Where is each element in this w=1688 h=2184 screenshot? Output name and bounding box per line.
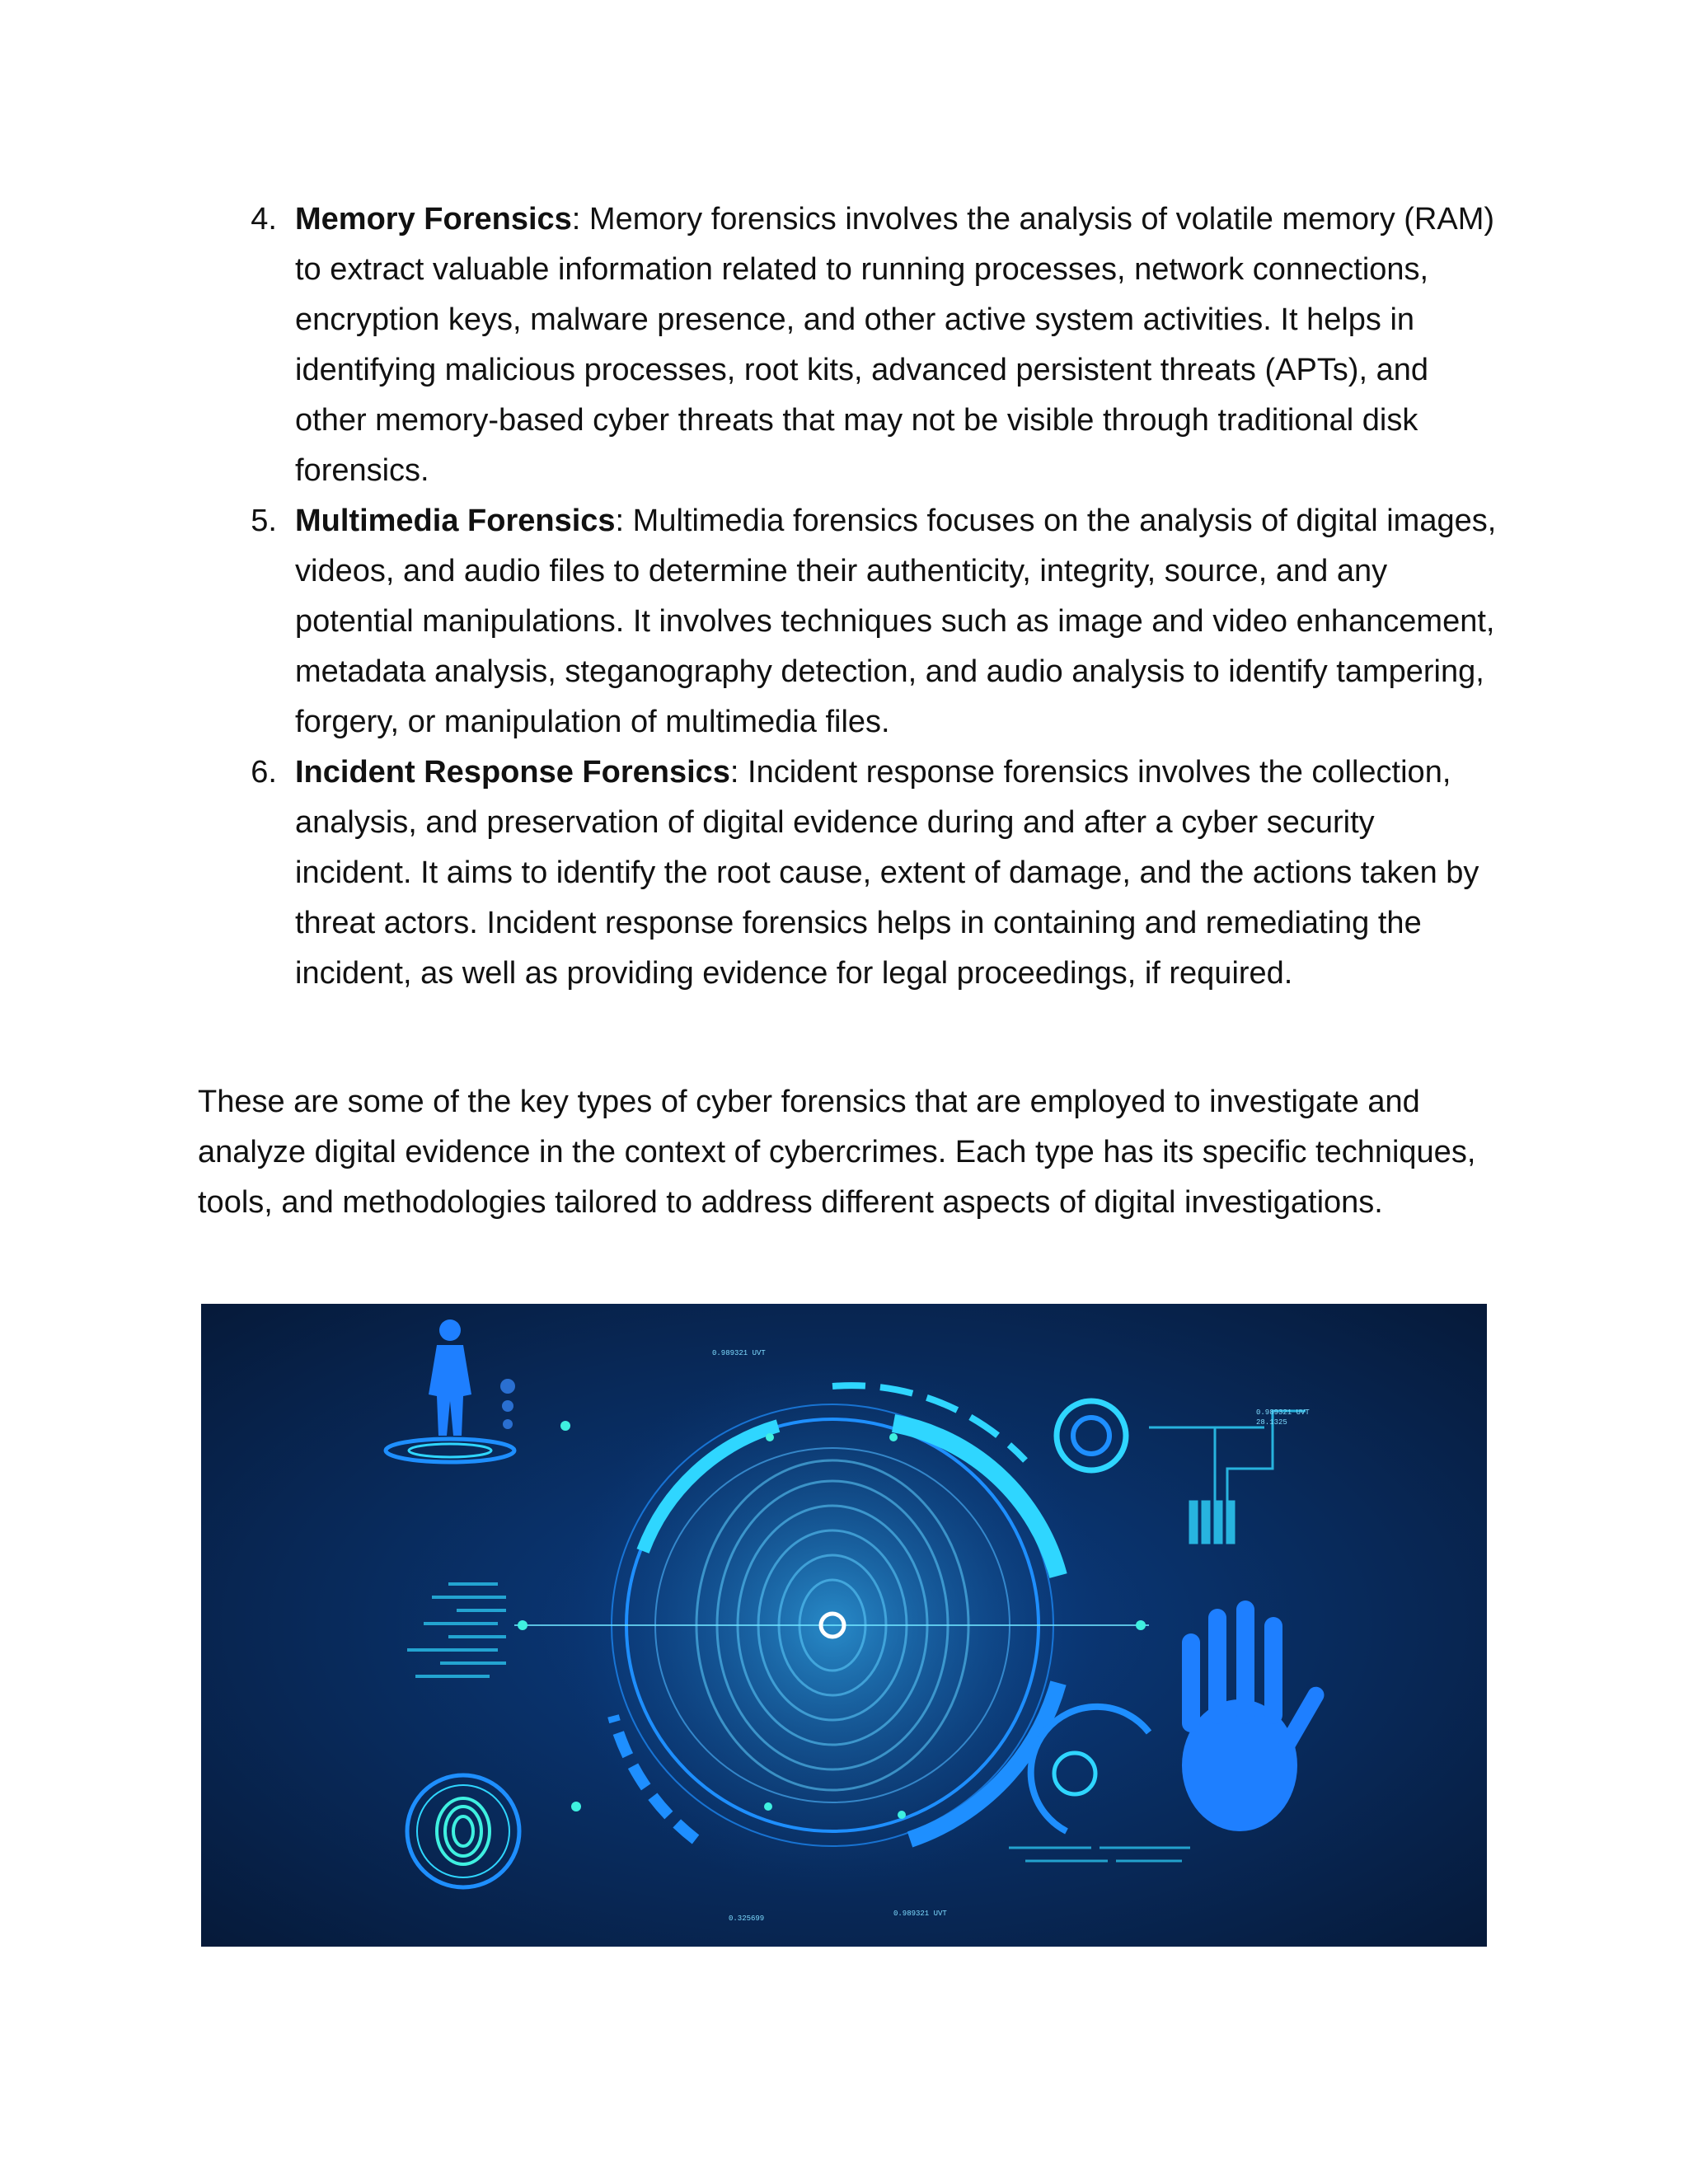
tech-label: 0.325699: [729, 1915, 765, 1923]
list-number: 6.: [251, 755, 277, 790]
list-description: : Multimedia forensics focuses on the analysis of digital images, videos, and audio files to determine their authenticity, integrity, source, and any potential manipulations. It involves techniques such as image and video enhancement, metadata analysis, steganography detection, and audio analysis to identify tampering, forgery, or manipulation of multimedia files.: [295, 504, 1497, 739]
tech-label: 0.989321 UVT: [1256, 1408, 1310, 1417]
forensics-types-list: [196, 194, 1498, 999]
tech-label: 28.1325: [1256, 1418, 1287, 1427]
list-item-text: [295, 496, 1498, 748]
tech-label: 0.989321 UVT: [712, 1349, 766, 1357]
list-term: Multimedia Forensics: [295, 504, 616, 538]
tech-label: 0.989321 UVT: [893, 1910, 947, 1918]
list-description: : Memory forensics involves the analysis of volatile memory (RAM) to extract valuable information related to running processes, network connections, encryption keys, malware presence, and other active system activities. It helps in identifying malicious processes, root kits, advanced persistent threats (APTs), and other memory-based cyber threats that may not be visible through traditional disk forensics.: [295, 202, 1495, 488]
list-term: Incident Response Forensics: [295, 755, 730, 790]
summary-paragraph: These are some of the key types of cyber forensics that are employed to investigate and analyze digital evidence in the context of cybercrimes. Each type has its specific techniques, tools, and methodologies tailored to address different aspects of digital investigations.: [198, 1085, 1476, 1220]
list-description: : Incident response forensics involves the collection, analysis, and preservation of digital evidence during and after a cyber security incident. It aims to identify the root cause, extent of damage, and the actions taken by threat actors. Incident response forensics helps in containing and remediating the incident, as well as providing evidence for legal proceedings, if required.: [295, 755, 1479, 991]
list-number: 5.: [251, 504, 277, 538]
list-item-text: [295, 194, 1498, 496]
illustration-svg: [201, 1304, 1487, 1947]
list-term: Memory Forensics: [295, 202, 572, 237]
list-number: 4.: [251, 202, 277, 237]
cyber-forensics-illustration: [201, 1304, 1487, 1947]
list-item-text: [295, 748, 1498, 999]
list-item: [196, 496, 1498, 748]
list-item: [196, 748, 1498, 999]
list-item: [196, 194, 1498, 496]
